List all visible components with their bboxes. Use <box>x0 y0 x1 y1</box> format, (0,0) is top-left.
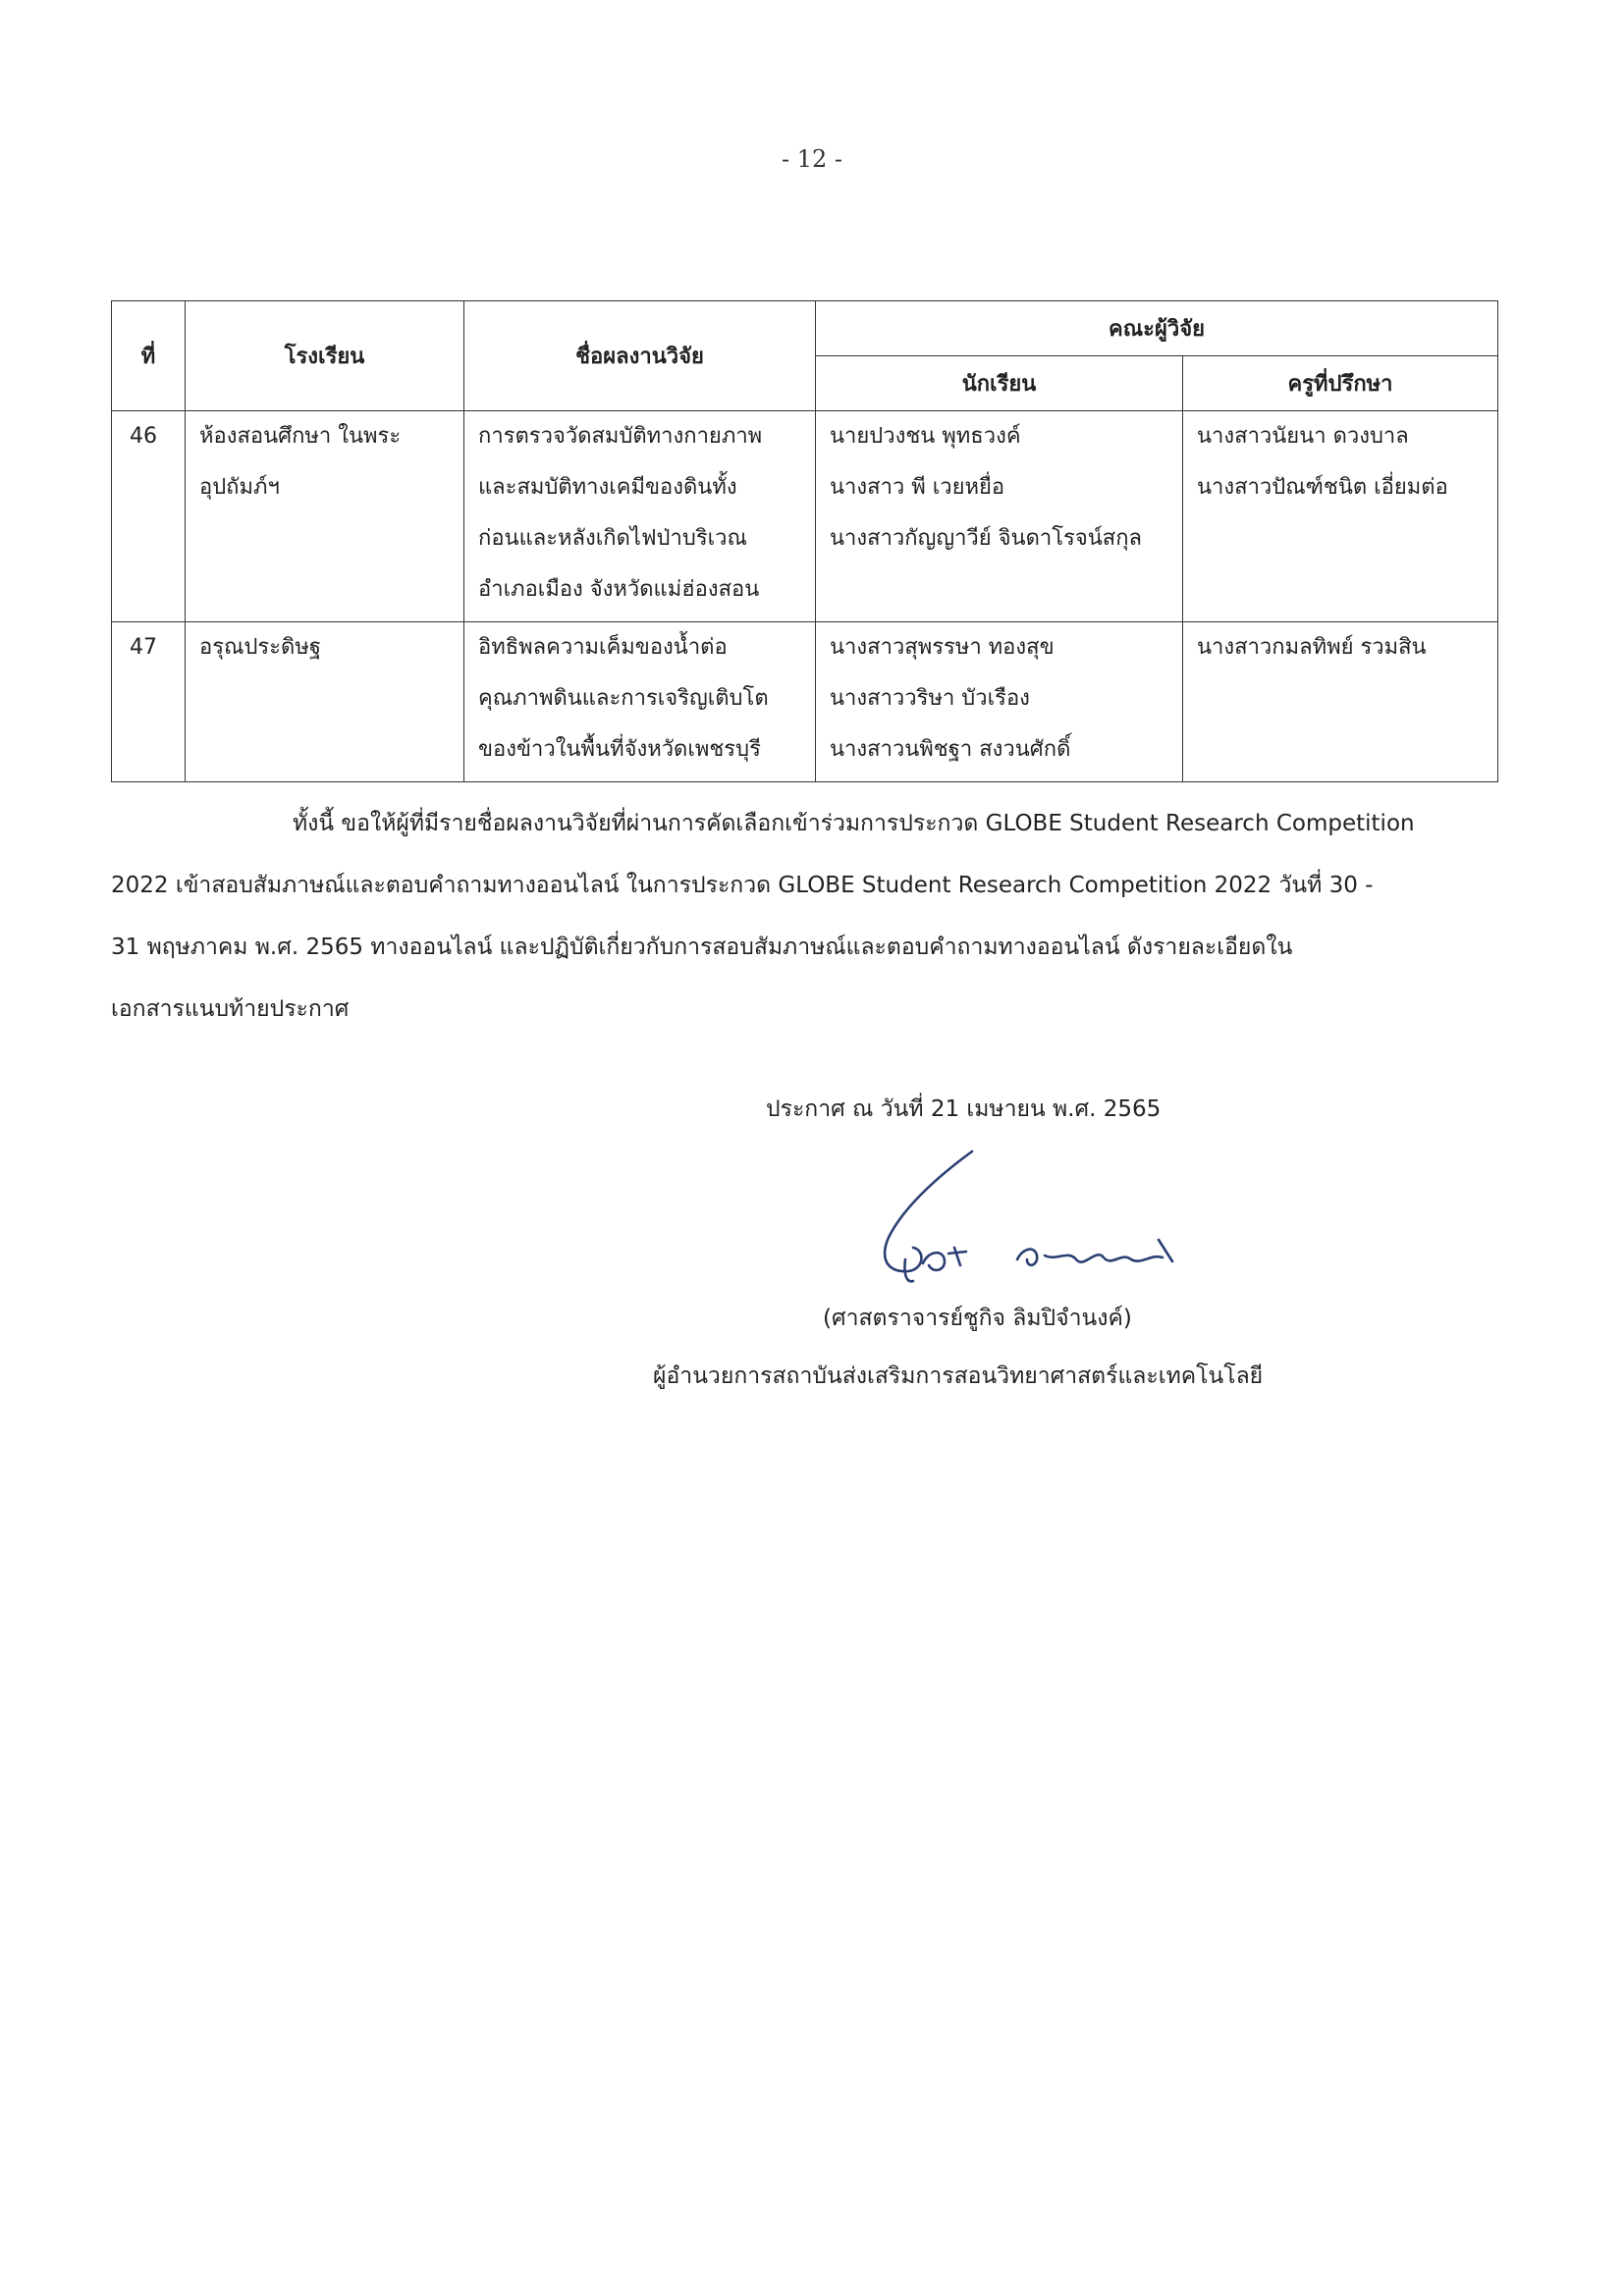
signature <box>864 1144 1198 1291</box>
announcement-date: ประกาศ ณ วันที่ 21 เมษายน พ.ศ. 2565 <box>766 1096 1162 1122</box>
school-cell: อรุณประดิษฐ <box>186 622 464 782</box>
signer-name: (ศาสตราจารย์ชูกิจ ลิมปิจำนงค์) <box>823 1306 1132 1331</box>
advisors-cell: นางสาวนัยนา ดวงบาล นางสาวปัณฑ์ชนิต เอี่ยมต่อ <box>1183 411 1498 622</box>
header-advisors: ครูที่ปรึกษา <box>1183 356 1498 411</box>
school-cell: ห้องสอนศึกษา ในพระ อุปถัมภ์ฯ <box>186 411 464 622</box>
advisors-cell: นางสาวกมลทิพย์ รวมสิน <box>1183 622 1498 782</box>
body-paragraph <box>111 793 1505 1041</box>
header-research-title: ชื่อผลงานวิจัย <box>464 301 816 411</box>
students-cell: นายปวงชน พุทธวงค์ นางสาว พี เวยหยื่อ นางสาวกัญญาวีย์ จินดาโรจน์สกุล <box>816 411 1183 622</box>
body-line: 31 พฤษภาคม พ.ศ. 2565 ทางออนไลน์ และปฏิบัติเกี่ยวกับการสอบสัมภาษณ์และตอบคำถามทางออนไลน์ ดังรายละเอียดใน <box>111 934 1293 960</box>
page-number: - 12 - <box>781 145 842 173</box>
body-line: ทั้งนี้ ขอให้ผู้ที่มีรายชื่อผลงานวิจัยที่ผ่านการคัดเลือกเข้าร่วมการประกวด GLOBE Student Research Competition <box>293 811 1415 836</box>
research-title-cell: การตรวจวัดสมบัติทางกายภาพ และสมบัติทางเคมีของดินทั้ง ก่อนและหลังเกิดไฟป่าบริเวณ อำเภอเมือง จังหวัดแม่ฮ่องสอน <box>464 411 816 622</box>
body-line: เอกสารแนบท้ายประกาศ <box>111 996 350 1022</box>
row-number: 47 <box>112 622 186 782</box>
header-school: โรงเรียน <box>186 301 464 411</box>
research-title-cell: อิทธิพลความเค็มของน้ำต่อ คุณภาพดินและการเจริญเติบโต ของข้าวในพื้นที่จังหวัดเพชรบุรี <box>464 622 816 782</box>
header-students: นักเรียน <box>816 356 1183 411</box>
header-no: ที่ <box>112 301 186 411</box>
row-number: 46 <box>112 411 186 622</box>
research-table <box>111 300 1498 782</box>
body-line: 2022 เข้าสอบสัมภาษณ์และตอบคำถามทางออนไลน์ ในการประกวด GLOBE Student Research Competition 2022 วันที่ 30 - <box>111 873 1374 898</box>
table-row <box>112 622 1498 782</box>
table-row <box>112 411 1498 622</box>
header-researchers: คณะผู้วิจัย <box>816 301 1498 356</box>
signer-title: ผู้อำนวยการสถาบันส่งเสริมการสอนวิทยาศาสตร์และเทคโนโลยี <box>653 1363 1264 1389</box>
students-cell: นางสาวสุพรรษา ทองสุข นางสาววริษา บัวเรือง นางสาวนพิชฐา สงวนศักดิ์ <box>816 622 1183 782</box>
